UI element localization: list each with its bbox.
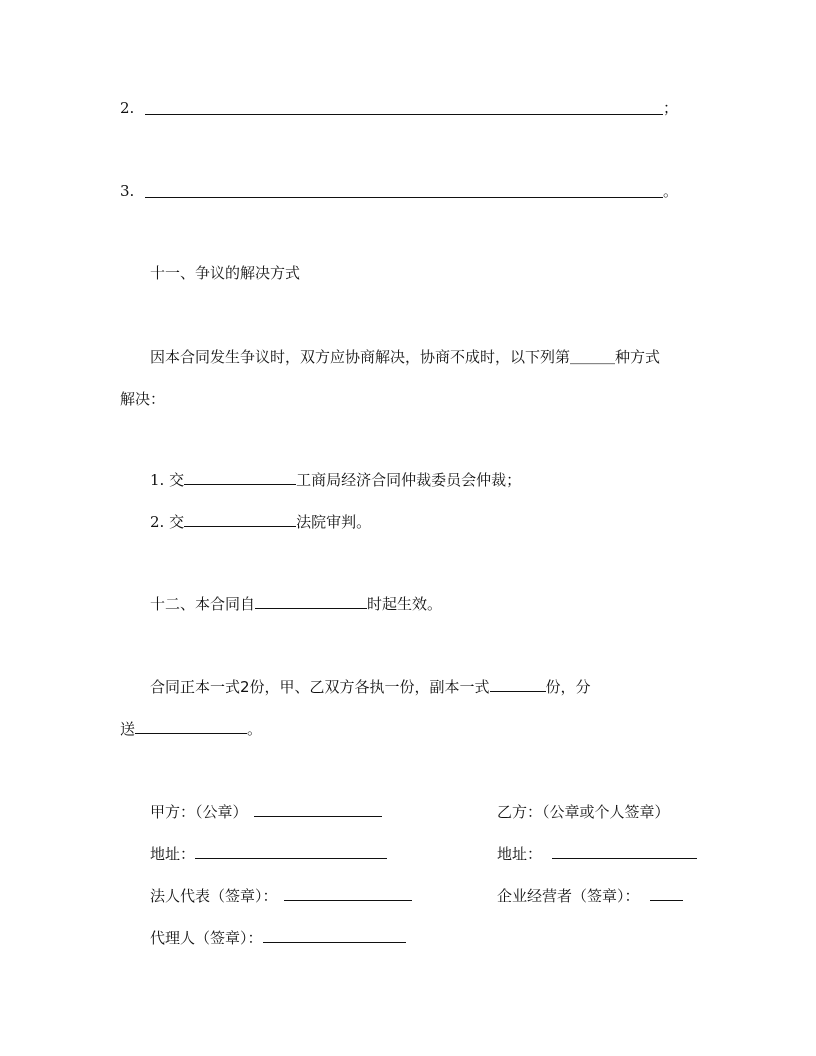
dispute-text-b: 种方式 xyxy=(615,348,661,366)
copies-count-blank[interactable] xyxy=(490,677,546,692)
dispute-paragraph-line2: 解决： xyxy=(120,390,166,408)
legal-rep-row xyxy=(150,886,412,906)
list-item-3 xyxy=(120,181,134,201)
copies-text-d: 。 xyxy=(247,720,263,738)
arbitration-blank[interactable] xyxy=(184,470,296,485)
section-12-text-b: 时起生效。 xyxy=(367,595,443,613)
operator-label: 企业经营者（签章）： xyxy=(497,887,640,905)
section-12-effective xyxy=(150,594,442,614)
option-arbitration xyxy=(150,470,521,490)
dispute-text-a: 因本合同发生争议时，双方应协商解决，协商不成时，以下列第 xyxy=(150,348,571,366)
address-b-label: 地址： xyxy=(497,845,543,863)
item-number: 2. xyxy=(120,99,135,117)
copies-recipient-blank[interactable] xyxy=(135,719,247,734)
agent-blank[interactable] xyxy=(263,928,406,943)
section-12-text-a: 十二、本合同自 xyxy=(150,595,256,613)
agent-label: 代理人（签章）： xyxy=(150,929,263,947)
option-2-text: 法院审判。 xyxy=(296,513,372,531)
fill-blank-item-3[interactable] xyxy=(145,183,663,198)
option-1-text: 工商局经济合同仲裁委员会仲裁； xyxy=(296,471,522,489)
address-a-blank[interactable] xyxy=(195,844,387,859)
item-number: 3. xyxy=(120,182,135,200)
address-a-label: 地址： xyxy=(150,845,196,863)
item-2-end: ； xyxy=(663,99,679,117)
fill-blank-item-2[interactable] xyxy=(145,100,663,115)
legal-rep-label: 法人代表（签章）： xyxy=(150,887,278,905)
court-blank[interactable] xyxy=(184,512,296,527)
party-a-row xyxy=(150,802,382,822)
copies-line2 xyxy=(120,719,262,739)
legal-rep-blank[interactable] xyxy=(284,886,412,901)
option-1-prefix: 1. 交 xyxy=(150,471,185,489)
dispute-paragraph-line1 xyxy=(150,347,660,367)
address-b-row xyxy=(497,844,697,864)
list-item-2 xyxy=(120,98,134,118)
party-a-label: 甲方：（公章） xyxy=(150,803,248,821)
option-2-prefix: 2. 交 xyxy=(150,513,185,531)
section-11-title: 十一、争议的解决方式 xyxy=(150,264,301,282)
option-court xyxy=(150,512,371,532)
item-3-end: 。 xyxy=(663,182,679,200)
copies-text-a: 合同正本一式2份，甲、乙双方各执一份，副本一式 xyxy=(150,678,490,696)
party-b-label: 乙方：（公章或个人签章） xyxy=(497,803,670,821)
operator-blank[interactable] xyxy=(650,886,683,901)
operator-row xyxy=(497,886,683,906)
copies-text-c: 送 xyxy=(120,720,136,738)
party-a-seal-blank[interactable] xyxy=(254,802,382,817)
address-b-blank[interactable] xyxy=(552,844,697,859)
copies-line1 xyxy=(150,677,591,697)
method-number-blank[interactable]: ＿＿＿ xyxy=(570,348,616,366)
effective-date-blank[interactable] xyxy=(255,594,367,609)
agent-row xyxy=(150,928,406,948)
copies-text-b: 份，分 xyxy=(545,678,591,696)
address-a-row xyxy=(150,844,387,864)
